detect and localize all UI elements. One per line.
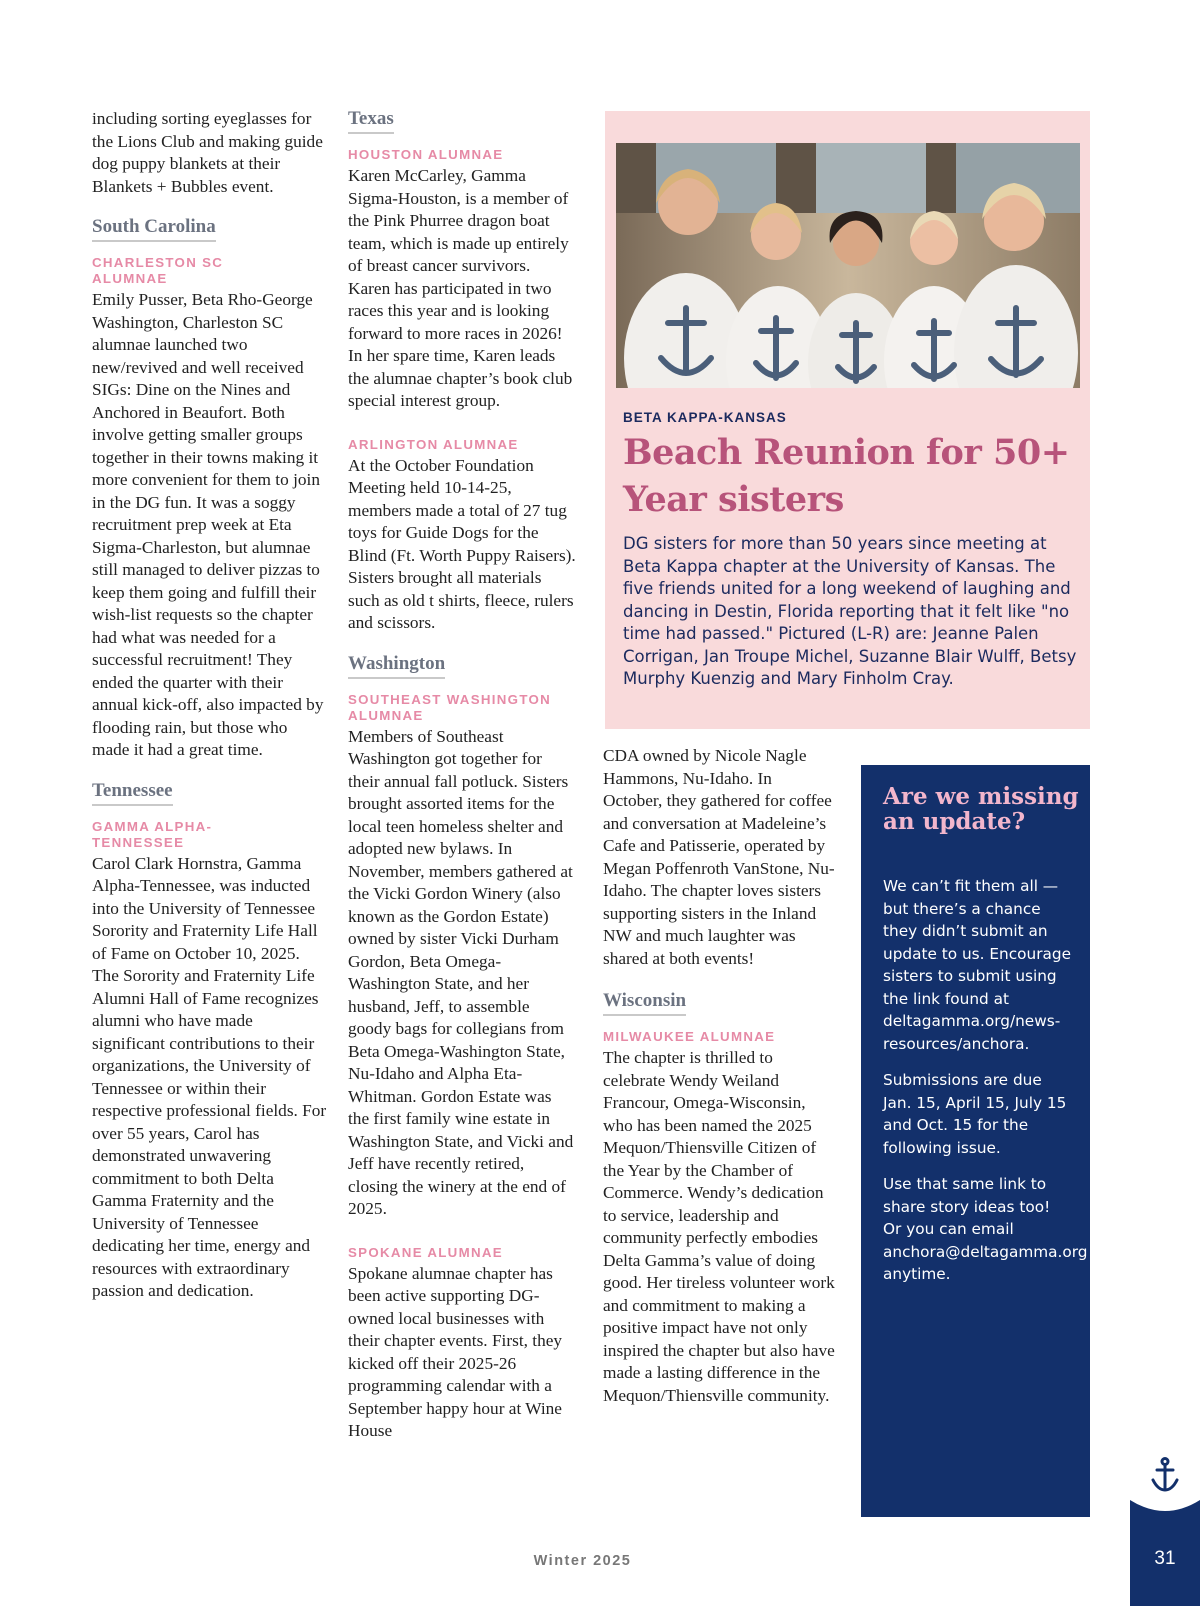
arlington-text: At the October Foundation Meeting held 10-14-25, members made a total of 27 tug toys for Guide Dogs for the Blind (Ft. Worth Puppy Raisers). Sisters brought all materials such as old t shirts, fleece, rulers and scissors. [348, 455, 576, 632]
houston-text: Karen McCarley, Gamma Sigma-Houston, is a member of the Pink Phurree dragon boat team, which is made up entirely of breast cancer survivors. Karen has participated in two races this year and is looking forward to more races in 2026! In her spare time, Karen leads the alumnae chapter’s book club special interest group. [348, 166, 573, 410]
gamma-alpha-text: Carol Clark Hornstra, Gamma Alpha-Tennessee, was inducted into the University of Tennessee Sorority and Fraternity Life Hall of Fame on October 10, 2025. The Sorority and Fraternity Life Alumni Hall of Fame recognizes alumni who have made significant contributions to their organizations, the University of Tennessee or within their respective professional fields. For over 55 years, Carol has demonstrated unwavering commitment to both Delta Gamma Fraternity and the University of Tennessee dedicating her time, energy and resources with extraordinary passion and dedication. [92, 853, 327, 1300]
group-photo-illustration [616, 143, 1080, 388]
issue-label: Winter 2025 [533, 1553, 632, 1569]
state-heading-south-carolina: South Carolina [92, 216, 216, 242]
group-photo [616, 143, 1080, 388]
charleston-text: Emily Pusser, Beta Rho-George Washington, Charleston SC alumnae launched two new/revived and well received SIGs: Dine on the Nines and Anchored in Beaufort. Both involve getting smaller groups together in their towns making it more convenient for them to join in the DG fun. It was a soggy recruitment prep week at Eta Sigma-Charleston, but alumnae still managed to deliver pizzas to keep them going and fulfill their wish-list requests so the chapter had what was needed for a successful recruitment! They ended the quarter with their annual kick-off, also impacted by flooding rain, but those who made it had a great time. [92, 290, 324, 759]
spacer [348, 413, 576, 437]
spokane-continued-text: CDA owned by Nicole Nagle Hammons, Nu-Idaho. In October, they gathered for coffee and conversation at Madeleine’s Cafe and Patisserie, operated by Megan Poffenroth VanStone, Nu-Idaho. The chapter loves sisters supporting sisters in the Inland NW and much laughter was shared at both events! [603, 746, 835, 968]
state-heading-texas: Texas [348, 108, 394, 134]
feature-title: Beach Reunion for 50+ Year sisters [623, 432, 1070, 520]
feature-body: DG sisters for more than 50 years since meeting at Beta Kappa chapter at the University of Kansas. The five friends united for a long weekend of laughing and dancing in Destin, Florida reporting that it felt like "no time had passed." Pictured (L-R) are: Jeanne Palen Corrigan, Jan Troupe Michel, Suzanne Blair Wulff, Betsy Murphy Kuenzig and Mary Finholm Cray. [623, 534, 1077, 688]
col1-intro-text: including sorting eyeglasses for the Lions Club and making guide dog puppy blankets at their Blankets + Bubbles event. [92, 109, 323, 196]
chapter-heading-charleston: CHARLESTON SC ALUMNAE [92, 255, 224, 286]
sidebar-body [883, 875, 1088, 1300]
chapter-heading-houston: HOUSTON ALUMNAE [348, 147, 504, 162]
state-heading-wisconsin: Wisconsin [603, 990, 686, 1016]
column-3 [603, 745, 835, 1407]
spokane-text: Spokane alumnae chapter has been active supporting DG-owned local businesses with their chapter events. First, they kicked off their 2025-26 programming calendar with a September happy hour at Wine House [348, 1263, 563, 1440]
sidebar-paragraph-2: Submissions are due Jan. 15, April 15, July 15 and Oct. 15 for the following issue. [883, 1071, 1067, 1157]
sidebar-title: Are we missing an update? [883, 783, 1079, 835]
feature-box [605, 111, 1090, 729]
state-heading-washington: Washington [348, 653, 445, 679]
page-number: 31 [1154, 1548, 1176, 1569]
spacer [92, 198, 327, 216]
chapter-heading-arlington: ARLINGTON ALUMNAE [348, 436, 519, 452]
column-2 [348, 108, 576, 1443]
chapter-heading-gamma-alpha: GAMMA ALPHA-TENNESSEE [92, 818, 213, 850]
update-sidebar [861, 765, 1090, 1517]
chapter-heading-spokane: SPOKANE ALUMNAE [348, 1244, 503, 1260]
feature-kicker: BETA KAPPA-KANSAS [623, 410, 787, 425]
sidebar-paragraph-3: Use that same link to share story ideas too! Or you can email anchora@deltagamma.org anytime. [883, 1175, 1088, 1283]
spacer [348, 635, 576, 653]
milwaukee-text: The chapter is thrilled to celebrate Wendy Weiland Francour, Omega-Wisconsin, who has been named the 2025 Mequon/Thiensville Citizen of the Year by the Chamber of Commerce. Wendy’s dedication to service, leadership and community perfectly embodies Delta Gamma’s value of doing good. Her tireless volunteer work and commitment to making a positive impact have not only inspired the chapter but also have made a lasting difference in the Mequon/Thiensville community. [603, 1048, 835, 1405]
chapter-heading-southeast-washington: SOUTHEAST WASHINGTON ALUMNAE [348, 691, 552, 723]
sidebar-paragraph-1: We can’t fit them all — but there’s a chance they didn’t submit an update to us. Encourage sisters to submit using the link found at deltagamma.org/news-resources/anchora. [883, 877, 1071, 1053]
chapter-heading-milwaukee: MILWAUKEE ALUMNAE [603, 1029, 776, 1044]
state-heading-tennessee: Tennessee [92, 780, 173, 806]
spacer [348, 1221, 576, 1245]
spacer [92, 762, 327, 780]
southeast-washington-text: Members of Southeast Washington got together for their annual fall potluck. Sisters brought assorted items for the local teen homeless shelter and adopted new bylaws. In November, members gathered at the Vicki Gordon Winery (also known as the Gordon Estate) owned by sister Vicki Durham Gordon, Beta Omega-Washington State, and her husband, Jeff, to assemble goody bags for collegians from Beta Omega-Washington State, Nu-Idaho and Alpha Eta-Whitman. Gordon Estate was the first family wine estate in Washington State, and Vicki and Jeff have recently retired, closing the winery at the end of 2025. [348, 726, 574, 1218]
column-1 [92, 108, 327, 1303]
spacer [603, 970, 835, 990]
anchor-icon [1150, 1457, 1180, 1493]
